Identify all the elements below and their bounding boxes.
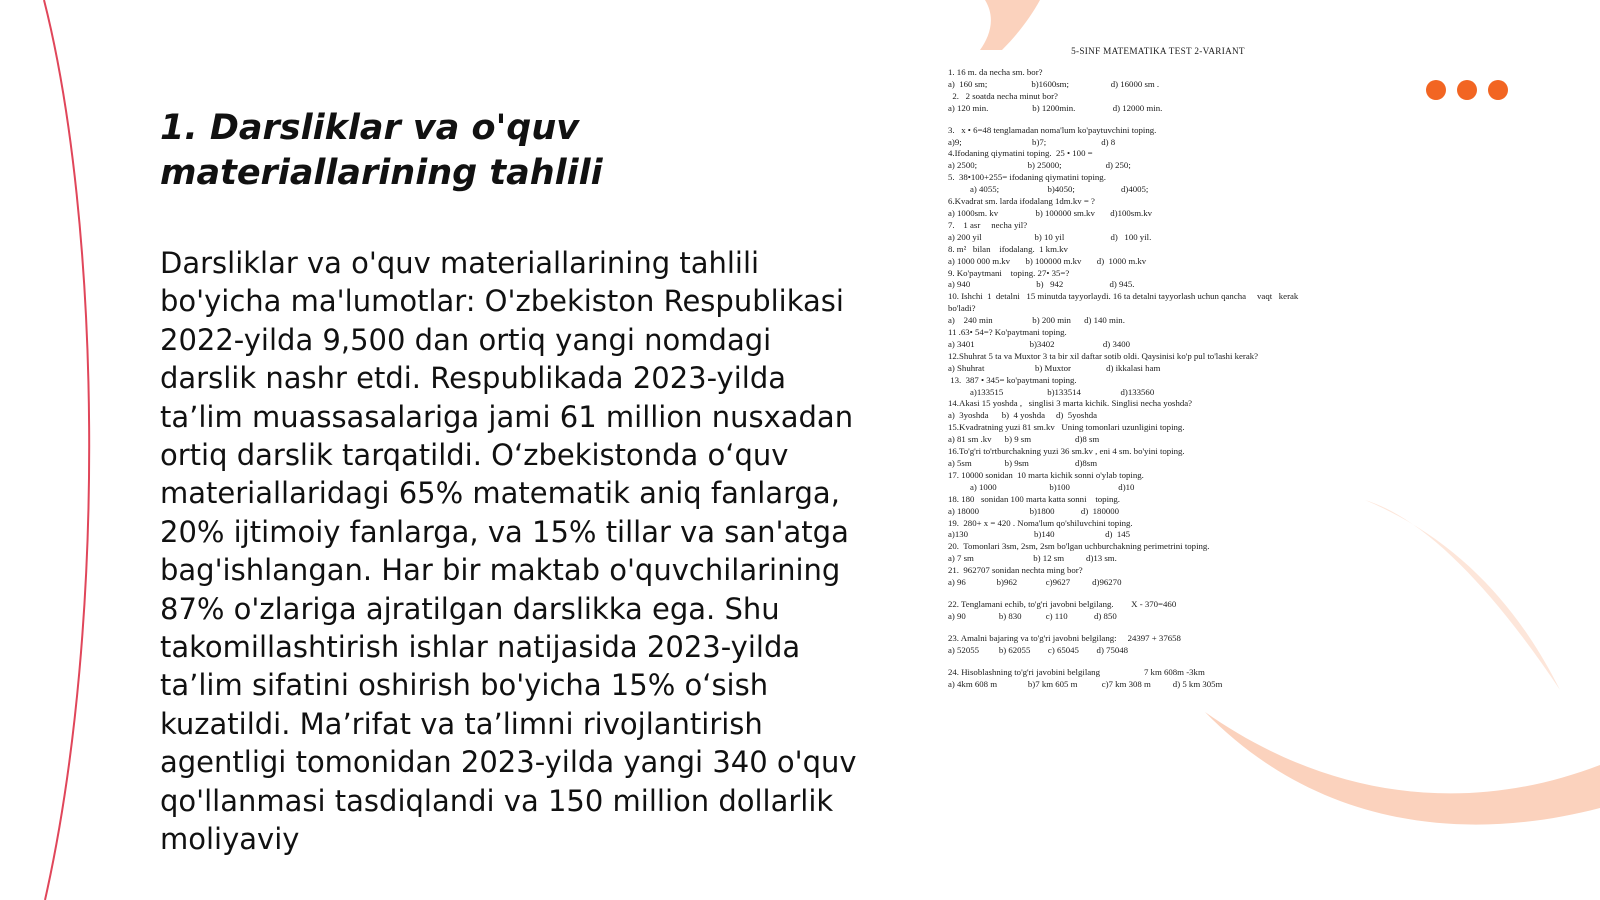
test-line: a) 96 b)962 c)9627 d)96270 [948, 577, 1122, 588]
test-line: a) 940 b) 942 d) 945. [948, 279, 1135, 290]
test-line: a) 81 sm .kv b) 9 sm d)8 sm [948, 434, 1100, 445]
left-curve-line [44, 0, 89, 900]
test-line: 1. 16 m. da necha sm. bor? [948, 67, 1043, 77]
test-line: 23. Amalni bajaring va to'g'ri javobni belgilang: 24397 + 37658 [948, 632, 1181, 643]
right-orange-swoosh [1365, 500, 1560, 690]
slide-body-text: Darsliklar va o'quv materiallarining tahlili bo'yicha ma'lumotlar: O'zbekiston Respublikasi 2022-yilda 9,500 dan ortiq yangi nomdagi darslik nashr etdi. Respublikada 2023-yilda ta’lim muassasalariga jami 61 million nusxadan ortiq darslik tarqatildi. O‘zbekistonda o‘quv materiallaridagi 65% matematik aniq fanlarga, 20% ijtimoiy fanlarga, va 15% tillar va san'atga bag'ishlangan. Har bir maktab o'quvchilarining 87% o'zlariga ajratilgan darslikka ega. Shu takomillashtirish ishlar natijasida 2023-yilda ta’lim sifatini oshirish bo'yicha 15% o‘sish kuzatildi. Ma’rifat va ta’limni rivojlantirish agentligi tomonidan 2023-yilda yangi 340 o'quv qo'llanmasi tasdiqlandi va 150 million dollarlik moliyaviy [160, 246, 857, 857]
test-line [948, 657, 1368, 667]
test-line: a)130 b)140 d) 145 [948, 529, 1131, 540]
test-line: 7. 1 asr necha yil? [948, 219, 1028, 230]
dot-icon [1457, 80, 1477, 100]
test-line: 18. 180 sonidan 100 marta katta sonni toping. [948, 493, 1121, 504]
test-line: 22. Tenglamani echib, to'g'ri javobni belgilang. X - 370=460 [948, 598, 1177, 609]
test-line: a) 1000 000 m.kv b) 100000 m.kv d) 1000 m.kv [948, 255, 1147, 266]
test-line: a) 7 sm b) 12 sm d)13 sm. [948, 553, 1117, 564]
test-line: 6.Kvadrat sm. larda ifodalang 1dm.kv = ? [948, 196, 1095, 207]
test-line: 15.Kvadratning yuzi 81 sm.kv Uning tomonlari uzunligini toping. [948, 422, 1185, 433]
test-line: a) 160 sm; b)1600sm; d) 16000 sm . [948, 78, 1160, 89]
test-line: a) 4055; b)4050; d)4005; [948, 184, 1149, 195]
top-orange-swoosh [980, 0, 1040, 50]
test-line: a) 240 min b) 200 min d) 140 min. [948, 315, 1125, 326]
dots-decoration [1426, 80, 1508, 100]
slide-title: 1. Darsliklar va o'quv materiallarining tahlili [160, 108, 603, 193]
test-line: 4.Ifodaning qiymatini toping. 25 • 100 = [948, 148, 1093, 159]
test-line: a) 18000 b)1800 d) 180000 [948, 505, 1120, 516]
test-line: 21. 962707 sonidan nechta ming bor? [948, 565, 1083, 576]
test-line: 16.To'g'ri to'rtburchakning yuzi 36 sm.kv , eni 4 sm. bo'yini toping. [948, 446, 1185, 457]
test-line: a) 2500; b) 25000; d) 250; [948, 160, 1131, 171]
test-line: a) 1000 b)100 d)10 [948, 481, 1135, 492]
math-test-image [948, 46, 1368, 716]
test-line: a) 3401 b)3402 d) 3400 [948, 338, 1131, 349]
test-line: 17. 10000 sonidan 10 marta kichik sonni o'ylab toping. [948, 469, 1144, 480]
test-line: 24. Hisoblashning to'g'ri javobini belgilang 7 km 608m -3km [948, 666, 1205, 677]
test-line: a) 200 yil b) 10 yil d) 100 yil. [948, 231, 1152, 242]
test-line: 20. Tomonlari 3sm, 2sm, 2sm bo'lgan uchburchakning perimetrini toping. [948, 541, 1210, 552]
test-line: 5. 38•100+255= ifodaning qiymatini toping. [948, 172, 1106, 183]
test-line: a) 120 min. b) 1200min. d) 12000 min. [948, 102, 1163, 113]
test-line: 14.Akasi 15 yoshda , singlisi 3 marta kichik. Singlisi necha yoshda? [948, 398, 1193, 409]
test-line: a) 4km 608 m b)7 km 605 m c)7 km 308 m d) 5 km 305m [948, 678, 1223, 689]
test-line: 10. Ishchi 1 detalni 15 minutda tayyorlaydi. 16 ta detalni tayyorlash uchun qancha vaqt kerak [948, 291, 1299, 302]
test-line: a)9; b)7; d) 8 [948, 136, 1116, 147]
test-header: 5-SINF MATEMATIKA TEST 2-VARIANT [1071, 46, 1245, 56]
test-line: 9. Ko'paytmani toping. 27• 35=? [948, 267, 1070, 278]
test-line [948, 115, 1368, 125]
test-line: a) 5sm b) 9sm d)8sm [948, 458, 1098, 468]
test-line: 12.Shuhrat 5 ta va Muxtor 3 ta bir xil daftar sotib oldi. Qaysinisi ko'p pul to'lashi kerak? [948, 350, 1259, 361]
test-line: 11 .63• 54=? Ko'paytmani toping. [948, 327, 1067, 338]
test-line: a)133515 b)133514 d)133560 [948, 386, 1155, 397]
test-line: 19. 280+ x = 420 . Noma'lum qo'shiluvchini toping. [948, 517, 1133, 528]
test-line: 13. 387 • 345= ko'paytmani toping. [948, 374, 1077, 385]
test-line [948, 623, 1368, 633]
test-questions [948, 67, 1368, 690]
test-line [948, 589, 1368, 599]
test-line: a) 3yoshda b) 4 yoshda d) 5yoshda [948, 410, 1098, 421]
dot-icon [1426, 80, 1446, 100]
dot-icon [1488, 80, 1508, 100]
test-line: 2. 2 soatda necha minut bor? [948, 90, 1058, 101]
test-line: a) 90 b) 830 c) 110 d) 850 [948, 610, 1117, 621]
test-line: a) Shuhrat b) Muxtor d) ikkalasi ham [948, 362, 1161, 373]
test-line: a) 52055 b) 62055 c) 65045 d) 75048 [948, 644, 1129, 655]
test-line: a) 1000sm. kv b) 100000 sm.kv d)100sm.kv [948, 207, 1153, 218]
bottom-orange-swoosh [1205, 712, 1600, 825]
test-line: 8. m² bilan ifodalang. 1 km.kv [948, 243, 1068, 254]
test-line: 3. x • 6=48 tenglamadan noma'lum ko'paytuvchini toping. [948, 124, 1157, 135]
test-line: bo'ladi? [948, 303, 976, 314]
